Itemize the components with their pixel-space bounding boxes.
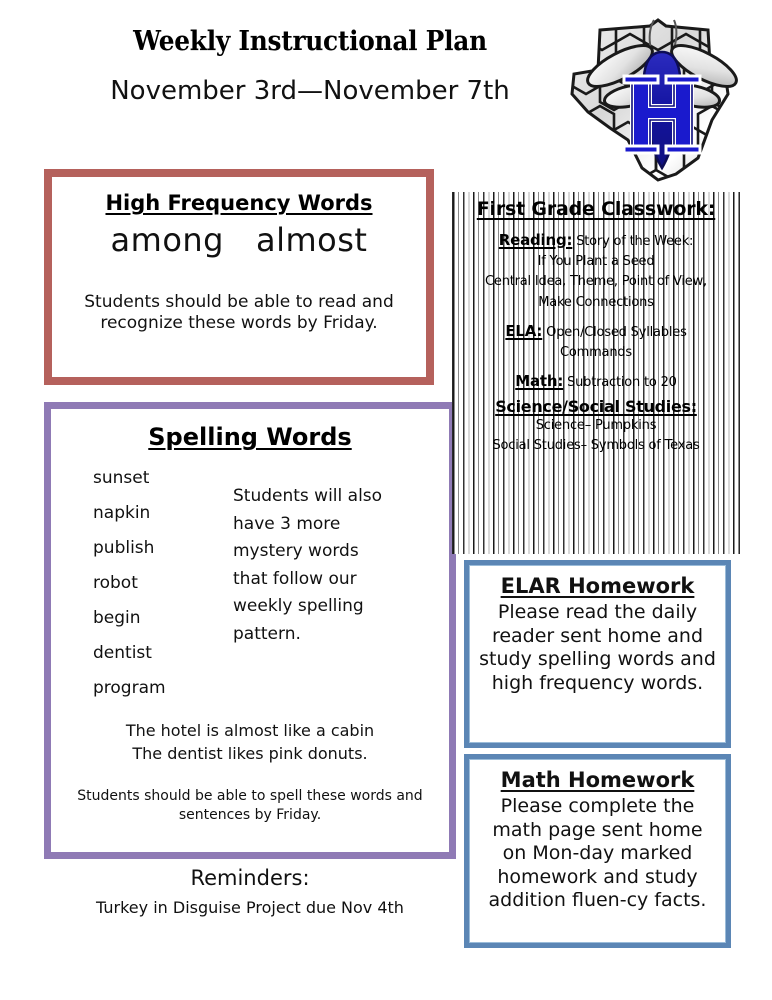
classwork-reading-value: Story of the Week: (576, 234, 694, 249)
classwork-ela-value: Open/Closed Syllables (546, 324, 687, 340)
list-item: dentist (93, 643, 152, 664)
math-homework-body: Please complete the math page sent home on Mon-day marked homework and study addition fluen-cy facts. (488, 795, 707, 912)
page-date-range: November 3rd—November 7th (110, 76, 510, 106)
reminders-title: Reminders: (190, 866, 310, 890)
spelling-words-title: Spelling Words (148, 423, 352, 451)
list-item: program (93, 678, 166, 699)
spelling-sentences (59, 720, 441, 765)
spelling-words-list (93, 461, 233, 706)
classwork-title: First Grade Classwork: (476, 198, 716, 220)
classwork-math-row (457, 370, 735, 393)
elar-homework-panel (464, 560, 731, 748)
page-title: Weekly Instructional Plan (133, 26, 487, 57)
classwork-reading-line3: Central Idea, Theme, Point of View, (485, 274, 707, 290)
math-homework-panel (464, 754, 731, 948)
classwork-science-social-label: Science/Social Studies: (495, 397, 697, 417)
list-item: begin (93, 608, 141, 629)
reminders-section (44, 866, 456, 917)
spelling-footer-note: Students should be able to spell these words and sentences by Friday. (77, 787, 423, 824)
spelling-mystery-words-note: Students will also have 3 more mystery words that follow our weekly spelling pattern. (233, 486, 383, 644)
spelling-sentence: The dentist likes pink donuts. (132, 743, 368, 763)
list-item: robot (93, 573, 138, 594)
list-item: napkin (93, 503, 151, 524)
classwork-math-label: Math: (515, 372, 564, 391)
classwork-math-value: Subtraction to 20 (567, 375, 677, 391)
classwork-reading-line2: If You Plant a Seed (537, 254, 655, 270)
classwork-reading-row (457, 229, 735, 252)
classwork-ela-line2: Commands (560, 344, 632, 360)
list-item: publish (93, 538, 155, 559)
elar-homework-body: Please read the daily reader sent home and study spelling words and high frequency words. (479, 601, 716, 694)
classwork-science-line: Science– Pumpkins (535, 418, 657, 434)
spelling-sentence: The hotel is almost like a cabin (125, 721, 375, 741)
high-frequency-words-panel (44, 169, 434, 385)
hornet-texas-h-logo-icon (558, 8, 758, 188)
first-grade-classwork-panel (452, 192, 740, 554)
classwork-reading-label: Reading: (498, 231, 573, 249)
elar-homework-title: ELAR Homework (500, 574, 695, 598)
spelling-words-panel (44, 402, 456, 859)
classwork-ela-row (457, 320, 735, 343)
high-frequency-words-list: among almost (110, 221, 368, 259)
high-frequency-words-title: High Frequency Words (105, 191, 373, 215)
list-item: sunset (93, 468, 150, 488)
reminders-item: Turkey in Disguise Project due Nov 4th (96, 898, 404, 917)
math-homework-title: Math Homework (500, 768, 695, 792)
classwork-reading-line4: Make Connections (538, 294, 654, 310)
classwork-ela-label: ELA: (505, 321, 543, 340)
high-frequency-words-note: Students should be able to read and recognize these words by Friday. (84, 292, 394, 334)
classwork-social-studies-line: Social Studies– Symbols of Texas (492, 438, 700, 454)
